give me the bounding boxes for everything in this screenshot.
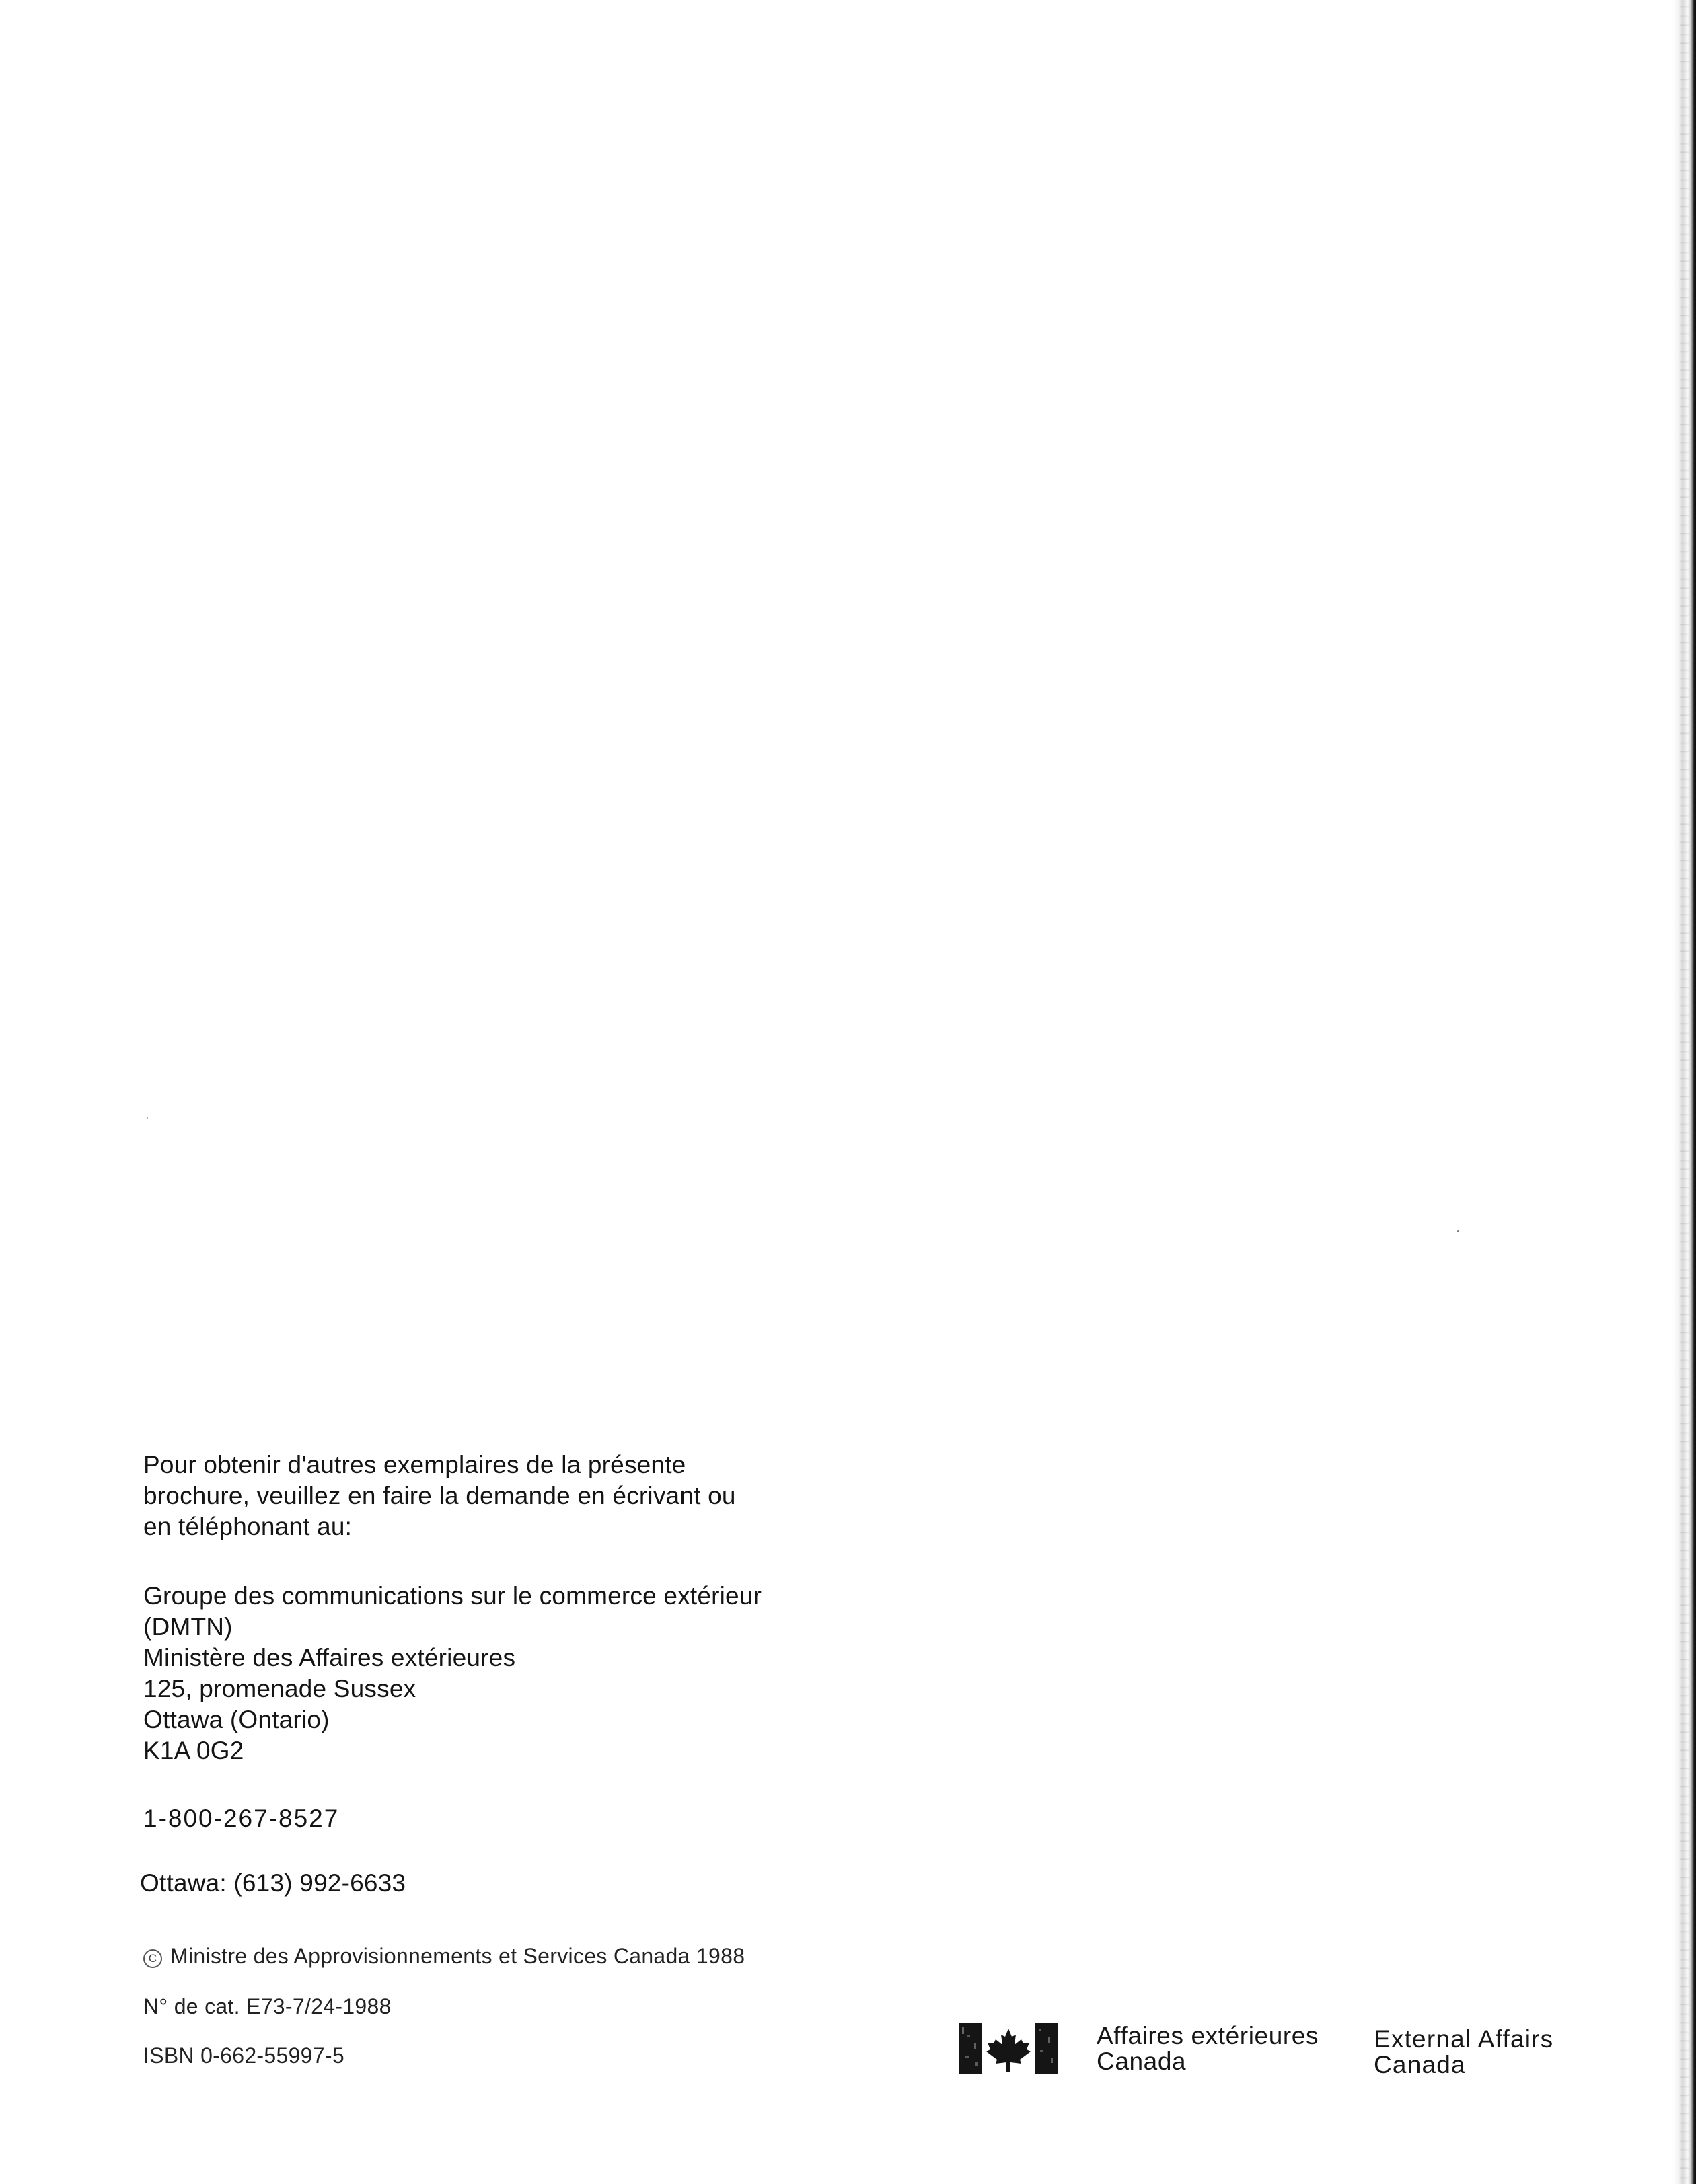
address-line: 125, promenade Sussex — [143, 1675, 416, 1702]
ottawa-phone: Ottawa: (613) 992-6633 — [140, 1869, 406, 1897]
scan-speck — [147, 1117, 148, 1119]
instructions-line: brochure, veuillez en faire la demande en écrivant ou — [143, 1482, 736, 1509]
copyright-text: Ministre des Approvisionnements et Services Canada 1988 — [170, 1944, 745, 1968]
address-line: K1A 0G2 — [143, 1737, 244, 1764]
canada-flag-icon — [959, 2023, 1058, 2074]
mailing-address — [143, 1581, 762, 1766]
address-line: (DMTN) — [143, 1613, 233, 1641]
isbn-number: ISBN 0-662-55997-5 — [143, 2043, 344, 2068]
department-name-french — [1097, 2023, 1319, 2074]
order-instructions — [143, 1449, 736, 1542]
department-line: Canada — [1097, 2047, 1187, 2075]
address-line: Ministère des Affaires extérieures — [143, 1644, 516, 1671]
scan-speck — [1457, 1230, 1459, 1232]
copyright-icon: C — [143, 1949, 162, 1968]
catalogue-number: N° de cat. E73-7/24-1988 — [143, 1994, 392, 2019]
instructions-line: Pour obtenir d'autres exemplaires de la présente — [143, 1451, 686, 1478]
address-line: Groupe des communications sur le commerce extérieur — [143, 1582, 762, 1610]
department-name-english — [1374, 2027, 1553, 2078]
department-line: Affaires extérieures — [1097, 2022, 1319, 2049]
address-line: Ottawa (Ontario) — [143, 1706, 330, 1733]
copyright-notice — [143, 1943, 745, 1969]
maple-leaf — [986, 2029, 1031, 2072]
toll-free-phone: 1-800-267-8527 — [143, 1805, 340, 1832]
department-line: Canada — [1374, 2051, 1466, 2078]
instructions-line: en téléphonant au: — [143, 1513, 353, 1540]
department-line: External Affairs — [1374, 2025, 1554, 2053]
binding-shadow — [1680, 0, 1689, 2184]
flag-bar-right — [1035, 2023, 1058, 2074]
